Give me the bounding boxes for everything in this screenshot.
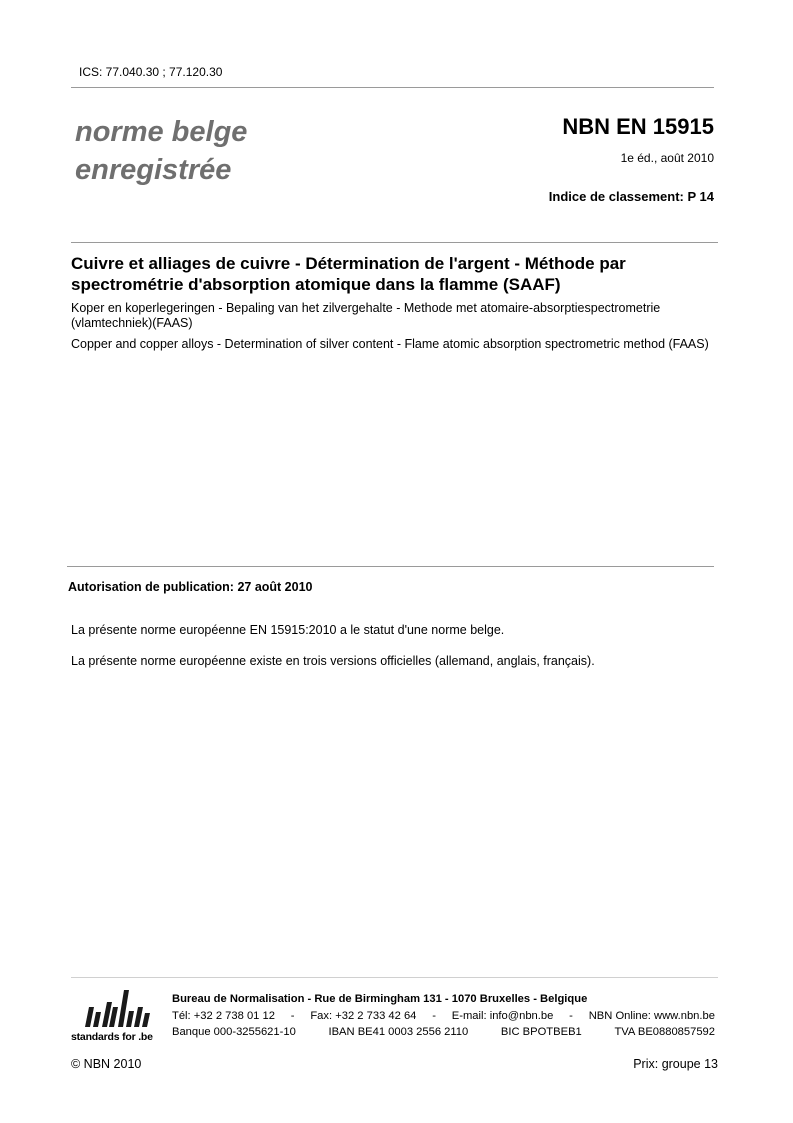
standard-number: NBN EN 15915 xyxy=(562,114,714,139)
footer-rule xyxy=(71,977,718,978)
edition-date: 1e éd., août 2010 xyxy=(620,151,714,165)
status-statement: La présente norme européenne EN 15915:2010 a le statut d'une norme belge. xyxy=(71,623,505,637)
title-top-rule xyxy=(71,242,718,243)
bank-line xyxy=(172,1026,715,1038)
norm-type-line1: norme belge xyxy=(75,116,248,148)
publication-authorisation: Autorisation de publication: 27 août 2010 xyxy=(68,580,313,594)
title-english: Copper and copper alloys - Determination of silver content - Flame atomic absorption spectrometric method (FAAS) xyxy=(71,337,709,351)
fax: Fax: +32 2 733 42 64 xyxy=(310,1010,417,1022)
nbn-logo-strokes xyxy=(85,990,150,1027)
vat-number: TVA BE0880857592 xyxy=(614,1026,715,1038)
separator: - xyxy=(569,1010,573,1022)
contact-line xyxy=(172,1010,715,1022)
organisation-address: Bureau de Normalisation - Rue de Birmingham 131 - 1070 Bruxelles - Belgique xyxy=(172,993,588,1005)
norm-type xyxy=(75,113,395,189)
separator: - xyxy=(290,1010,295,1022)
price-group: Prix: groupe 13 xyxy=(633,1057,718,1071)
iban: IBAN BE41 0003 2556 2110 xyxy=(328,1026,469,1038)
bank-account: Banque 000-3255621-10 xyxy=(172,1026,296,1038)
copyright: © NBN 2010 xyxy=(71,1057,142,1071)
title-bottom-rule xyxy=(67,566,714,567)
classification-index: Indice de classement: P 14 xyxy=(548,189,714,204)
telephone: Tél: +32 2 738 01 12 xyxy=(172,1010,275,1022)
top-rule xyxy=(71,87,714,88)
separator: - xyxy=(432,1010,436,1022)
versions-statement: La présente norme européenne existe en trois versions officielles (allemand, anglais, français). xyxy=(71,654,595,668)
email-link[interactable]: E-mail: info@nbn.be xyxy=(451,1010,554,1022)
bic: BIC BPOTBEB1 xyxy=(500,1026,582,1038)
title-french: Cuivre et alliages de cuivre - Détermination de l'argent - Méthode par spectrométrie d'absorption atomique dans la flamme (SAAF) xyxy=(71,254,626,294)
website-link[interactable]: NBN Online: www.nbn.be xyxy=(588,1010,715,1022)
logo-tagline: standards for .be xyxy=(71,1031,153,1043)
norm-type-line2: enregistrée xyxy=(75,154,232,186)
title-dutch: Koper en koperlegeringen - Bepaling van het zilvergehalte - Methode met atomaire-absorptiespectrometrie (vlamtechniek)(FAAS) xyxy=(71,301,661,330)
ics-code: ICS: 77.040.30 ; 77.120.30 xyxy=(79,65,223,79)
